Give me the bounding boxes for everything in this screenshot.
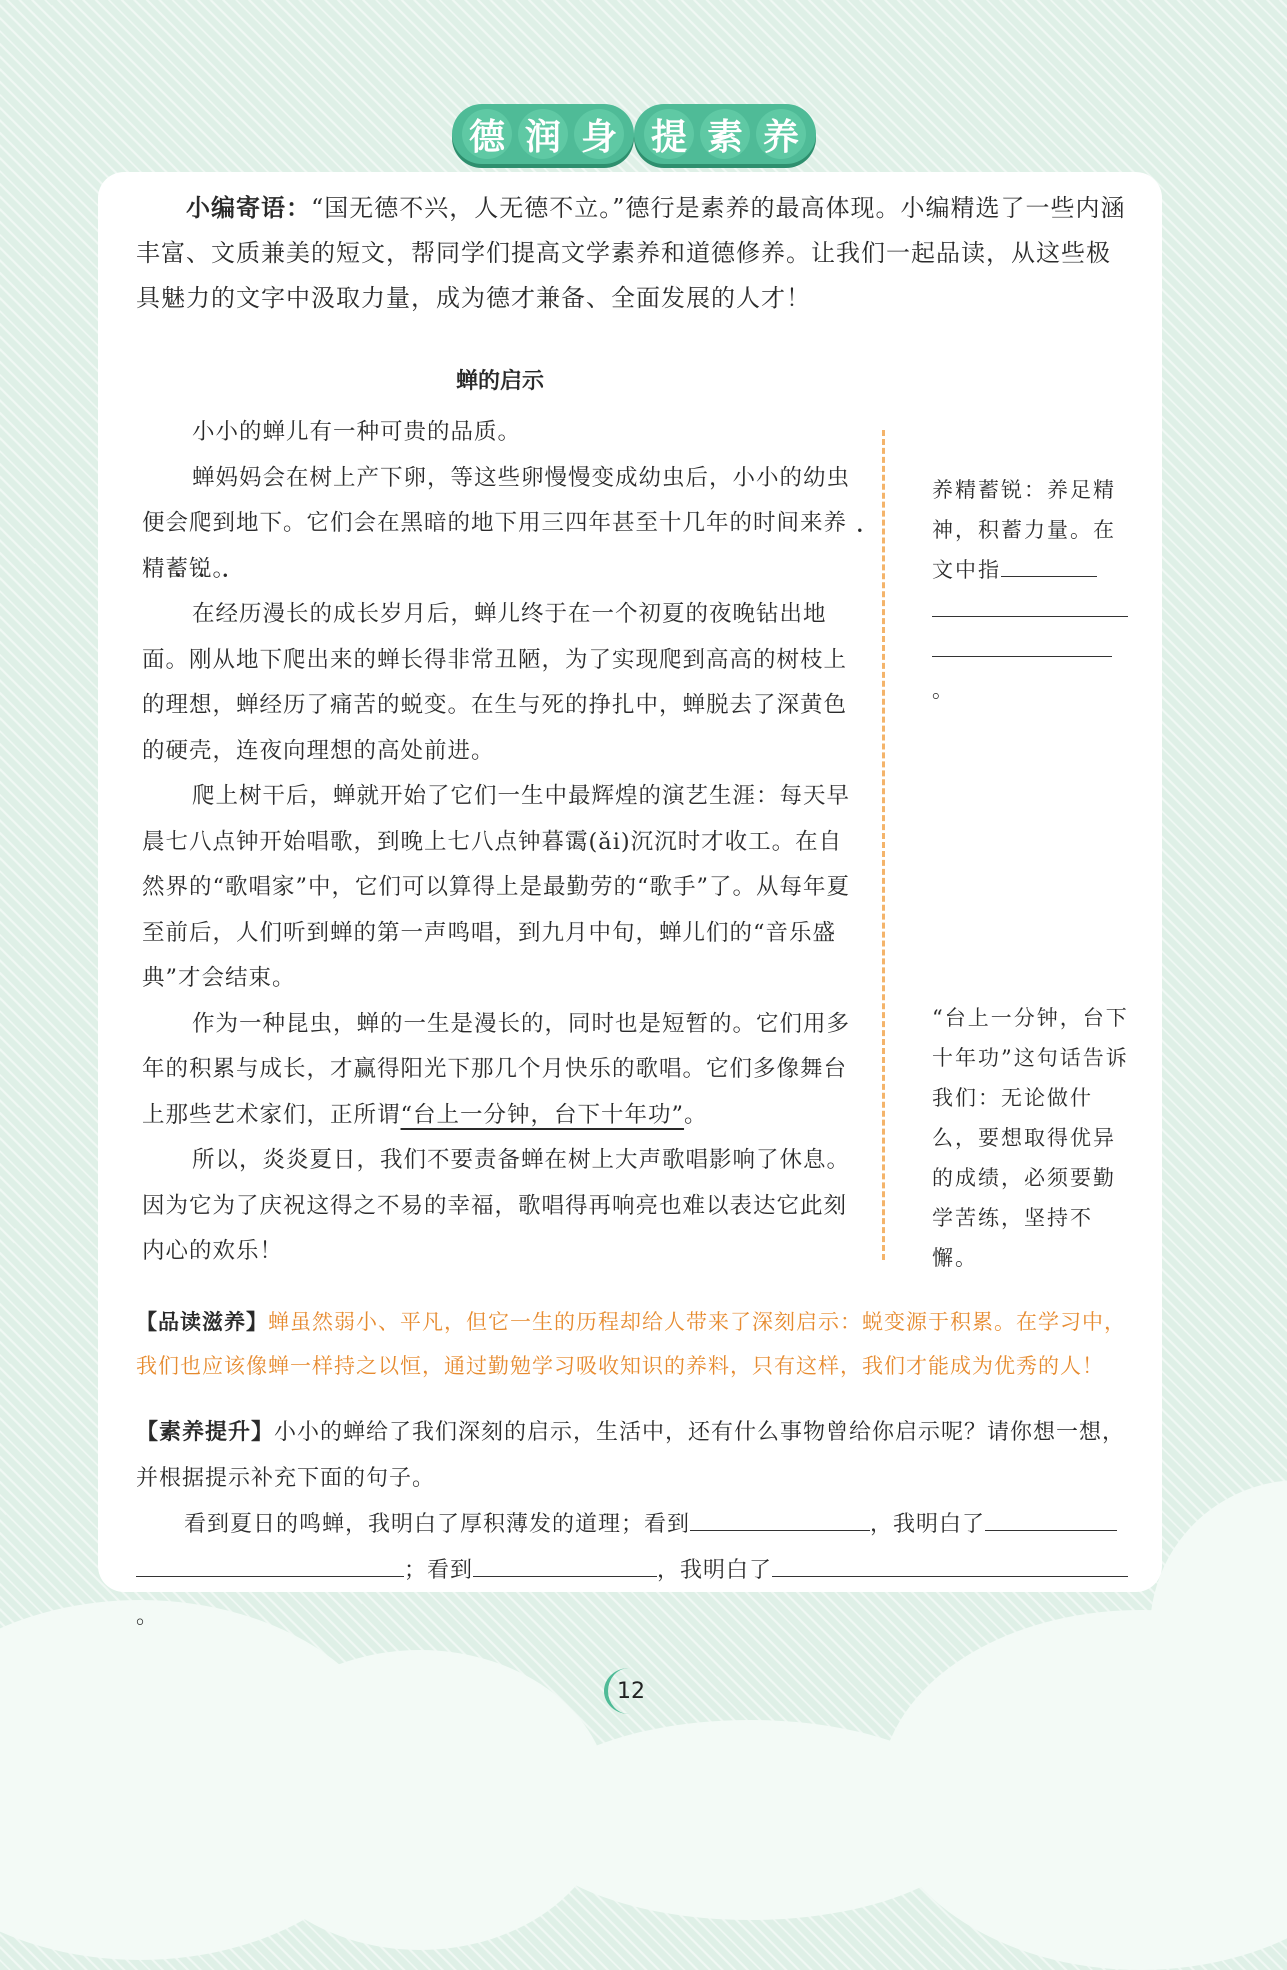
header-char: 素 [700,109,750,159]
answer-blank[interactable] [473,1554,657,1577]
reading-appreciation [136,1300,1136,1388]
fill-sentence: 看到夏日的鸣蝉，我明白了厚积薄发的道理；看到 ，我明白了 ；看到 ，我明白了。 [136,1502,1136,1640]
answer-blank[interactable] [1001,554,1097,577]
appreciation-text: 蝉虽然弱小、平凡，但它一生的历程却给人带来了深刻启示：蜕变源于积累。在学习中，我们也应该像蝉一样持之以恒，通过勤勉学习吸收知识的养料，只有这样，我们才能成为优秀的人！ [136,1310,1126,1378]
header-char: 德 [462,109,512,159]
side-note-1: 养精蓄锐：养足精神，积蓄力量。在文中指 。 [932,470,1132,710]
section-header [0,104,1287,168]
literacy-improvement [136,1410,1136,1640]
section-label: 【素养提升】 [136,1420,275,1445]
header-char: 提 [644,109,694,159]
emphasis-char: 精 [142,555,166,582]
answer-blank[interactable] [136,1554,404,1577]
header-char: 养 [756,109,806,159]
intro-text: “国无德不兴，人无德不立。”德行是素养的最高体现。小编精选了一些内涵丰富、文质兼美的短文，帮同学们提高文学素养和道德修养。让我们一起品读，从这些极具魅力的文字中汲取力量，成为德才兼备、全面发展的人才！ [136,194,1126,312]
side-note-2: “台上一分钟，台下十年功”这句话告诉我们：无论做什么，要想取得优异的成绩，必须要勤学苦练，坚持不懈。 [932,1006,1129,1270]
emphasis-char: 养 [823,510,848,536]
article-body [142,410,852,1275]
editor-intro [136,186,1126,321]
header-badge-2 [634,104,816,164]
header-badge-1 [452,104,634,164]
header-char: 身 [574,109,624,159]
exercise-prompt: 小小的蝉给了我们深刻的启示，生活中，还有什么事物曾给你启示呢？请你想一想，并根据提示补充下面的句子。 [136,1420,1126,1491]
article-paragraph: 作为一种昆虫，蝉的一生是漫长的，同时也是短暂的。它们用多年的积累与成长，才赢得阳光下那几个月快乐的歌唱。它们多像舞台上那些艺术家们，正所谓“台上一分钟，台下十年功”。 [142,1010,851,1128]
emphasis-char: 蓄 [165,555,190,582]
article-paragraph: 所以，炎炎夏日，我们不要责备蝉在树上大声歌唱影响了休息。因为它为了庆祝这得之不易的幸福，歌唱得再响亮也难以表达它此刻内心的欢乐！ [142,1147,851,1264]
note-text: 养精蓄锐：养足精神，积蓄力量。在文中指 [932,478,1116,582]
article-paragraph: 爬上树干后，蝉就开始了它们一生中最辉煌的演艺生涯：每天早晨七八点钟开始唱歌，到晚上七八点钟暮霭(ǎi)沉沉时才收工。在自然界的“歌唱家”中，它们可以算得上是最勤劳的“歌手”了。从每年夏至前后，人们听到蝉的第一声鸣唱，到九月中旬，蝉儿们的“音乐盛典”才会结束。 [142,783,851,991]
article-paragraph: 小小的蝉儿有一种可贵的品质。 [192,419,522,445]
emphasis-char: 锐 [189,555,213,582]
article-paragraph: 蝉妈妈会在树上产下卵，等这些卵慢慢变成幼虫后，小小的幼虫便会爬到地下。它们会在黑暗的地下用三四年甚至十几年的时间来养精蓄锐。 [142,464,851,582]
article-paragraph: 在经历漫长的成长岁月后，蝉儿终于在一个初夏的夜晚钻出地面。刚从地下爬出来的蝉长得非常丑陋，为了实现爬到高高的树枝上的理想，蝉经历了痛苦的蜕变。在生与死的挣扎中，蝉脱去了深黄色的硬壳，连夜向理想的高处前进。 [142,601,848,764]
dashed-divider [882,430,885,1260]
answer-blank[interactable] [985,1508,1117,1531]
intro-label: 小编寄语： [186,194,311,222]
answer-blank[interactable] [932,594,1128,617]
answer-blank[interactable] [772,1554,1128,1577]
header-char: 润 [518,109,568,159]
page-number: 12 [604,1668,654,1714]
cloud-decoration [520,1720,980,1920]
section-label: 【品读滋养】 [136,1310,268,1334]
answer-blank[interactable] [932,634,1112,657]
underlined-quote: “台上一分钟，台下十年功” [400,1101,685,1128]
article-title: 蝉的启示 [455,369,544,394]
answer-blank[interactable] [690,1508,870,1531]
